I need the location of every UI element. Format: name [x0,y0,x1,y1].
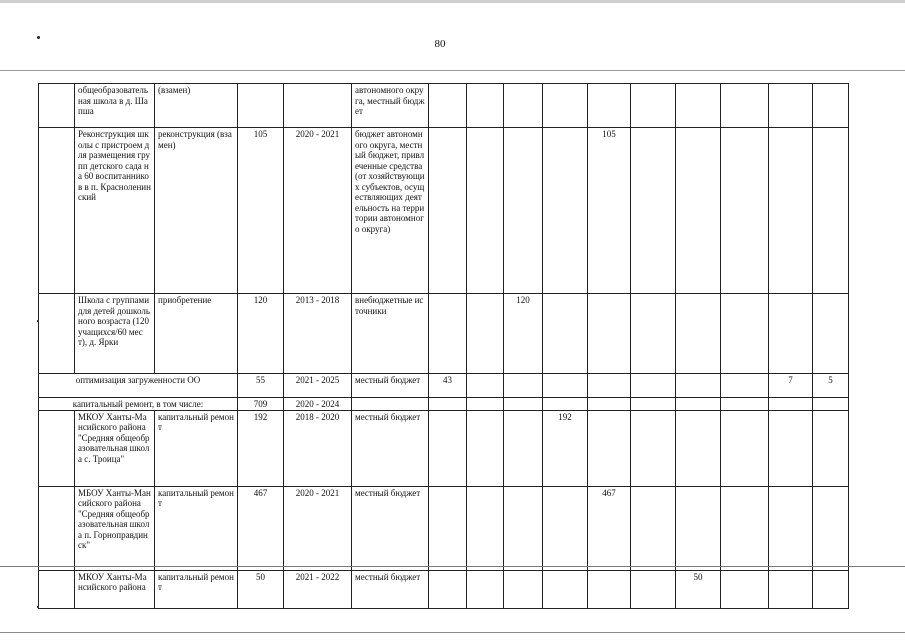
table-row [39,398,849,411]
value-cell: 105 [588,128,631,294]
value-cell [769,410,813,486]
funding-source-cell: автономного округа, местный бюджет [352,84,429,128]
work-type-cell: капитальный ремонт [155,570,238,608]
value-cell [769,486,813,570]
value-cell [429,84,467,128]
value-cell [721,294,769,374]
cost-cell: 467 [238,486,284,570]
value-cell [676,84,721,128]
value-cell [588,374,631,398]
value-cell [769,570,813,608]
funding-source-cell: местный бюджет [352,486,429,570]
work-type-cell: капитальный ремонт [155,410,238,486]
value-cell: 50 [676,570,721,608]
scan-top-border [0,0,905,3]
value-cell [467,84,504,128]
value-cell [504,128,543,294]
period-cell: 2021 - 2022 [284,570,352,608]
row-index-cell [39,486,75,570]
period-cell: 2013 - 2018 [284,294,352,374]
data-table [38,83,849,609]
value-cell [631,410,676,486]
period-cell: 2021 - 2025 [284,374,352,398]
value-cell [631,570,676,608]
object-name-cell: МКОУ Ханты-Мансийского района [75,570,155,608]
value-cell [676,128,721,294]
table-row [39,374,849,398]
value-cell [631,128,676,294]
value-cell: 43 [429,374,467,398]
value-cell [543,294,588,374]
value-cell [504,570,543,608]
value-cell [543,486,588,570]
scan-bottom-line [0,632,905,633]
value-cell [769,128,813,294]
value-cell [813,486,849,570]
value-cell [721,410,769,486]
value-cell: 467 [588,486,631,570]
value-cell [721,84,769,128]
value-cell [429,570,467,608]
funding-source-cell: местный бюджет [352,410,429,486]
value-cell [676,410,721,486]
table-row [39,294,849,374]
value-cell [721,128,769,294]
value-cell [588,84,631,128]
table-row [39,128,849,294]
value-cell [543,128,588,294]
period-cell: 2018 - 2020 [284,410,352,486]
funding-source-cell [352,398,429,411]
object-name-cell: Школа с группами для детей дошкольного возраста (120 учащихся/60 мест), д. Ярки [75,294,155,374]
value-cell [429,294,467,374]
cost-cell [238,84,284,128]
value-cell [721,398,769,411]
category-cell: капитальный ремонт, в том числе: [39,398,238,411]
value-cell [467,374,504,398]
value-cell [813,398,849,411]
value-cell [467,294,504,374]
object-name-cell: общеобразовательная школа в д. Шапша [75,84,155,128]
value-cell [631,294,676,374]
row-index-cell [39,128,75,294]
value-cell [467,486,504,570]
value-cell [676,486,721,570]
value-cell [676,398,721,411]
value-cell [429,410,467,486]
scan-dot [37,36,40,39]
value-cell: 7 [769,374,813,398]
cost-cell: 55 [238,374,284,398]
table-row [39,410,849,486]
cost-cell: 50 [238,570,284,608]
value-cell [467,398,504,411]
value-cell [467,570,504,608]
value-cell [504,486,543,570]
scan-fold-line [0,566,905,567]
value-cell: 120 [504,294,543,374]
value-cell [504,410,543,486]
cost-cell: 709 [238,398,284,411]
row-index-cell [39,570,75,608]
value-cell [588,294,631,374]
value-cell [813,294,849,374]
value-cell [769,398,813,411]
object-name-cell: Реконструкция школы с пристроем для размещения групп детского сада на 60 воспитанников в п. Красноленинский [75,128,155,294]
value-cell: 5 [813,374,849,398]
table-row [39,486,849,570]
margin-mark [37,606,39,608]
value-cell [543,84,588,128]
period-cell: 2020 - 2021 [284,128,352,294]
table-row [39,84,849,128]
object-name-cell: МБОУ Ханты-Мансийского района "Средняя общеобразовательная школа п. Горноправдинск" [75,486,155,570]
value-cell [588,570,631,608]
value-cell [467,128,504,294]
value-cell [631,486,676,570]
value-cell [721,374,769,398]
period-cell: 2020 - 2024 [284,398,352,411]
category-cell: оптимизация загруженности ОО [39,374,238,398]
funding-source-cell: бюджет автономного округа, местный бюджет, привлеченные средства (от хозяйствующих субъектов, осуществляющих деятельность на территории автономного округа) [352,128,429,294]
value-cell [769,294,813,374]
period-cell [284,84,352,128]
value-cell [813,570,849,608]
value-cell [504,398,543,411]
value-cell [467,410,504,486]
value-cell [504,84,543,128]
page-number: 80 [434,38,446,50]
funding-source-cell: местный бюджет [352,374,429,398]
funding-source-cell: местный бюджет [352,570,429,608]
value-cell [676,374,721,398]
value-cell [429,398,467,411]
cost-cell: 192 [238,410,284,486]
value-cell [588,398,631,411]
value-cell [429,486,467,570]
row-index-cell [39,410,75,486]
value-cell [813,84,849,128]
value-cell [588,410,631,486]
cost-cell: 105 [238,128,284,294]
value-cell [769,84,813,128]
funding-source-cell: внебюджетные источники [352,294,429,374]
value-cell [543,374,588,398]
object-name-cell: МКОУ Ханты-Мансийского района "Средняя общеобразовательная школа с. Троица" [75,410,155,486]
work-type-cell: реконструкция (взамен) [155,128,238,294]
work-type-cell: (взамен) [155,84,238,128]
value-cell [676,294,721,374]
value-cell [813,128,849,294]
value-cell [429,128,467,294]
margin-mark [37,320,39,322]
row-index-cell [39,294,75,374]
value-cell [504,374,543,398]
value-cell [543,570,588,608]
value-cell [631,374,676,398]
work-type-cell: капитальный ремонт [155,486,238,570]
value-cell [813,410,849,486]
work-type-cell: приобретение [155,294,238,374]
period-cell: 2020 - 2021 [284,486,352,570]
value-cell [543,398,588,411]
value-cell: 192 [543,410,588,486]
row-index-cell [39,84,75,128]
cost-cell: 120 [238,294,284,374]
header-rule [0,70,905,71]
value-cell [721,570,769,608]
value-cell [721,486,769,570]
value-cell [631,84,676,128]
table-row [39,570,849,608]
value-cell [631,398,676,411]
